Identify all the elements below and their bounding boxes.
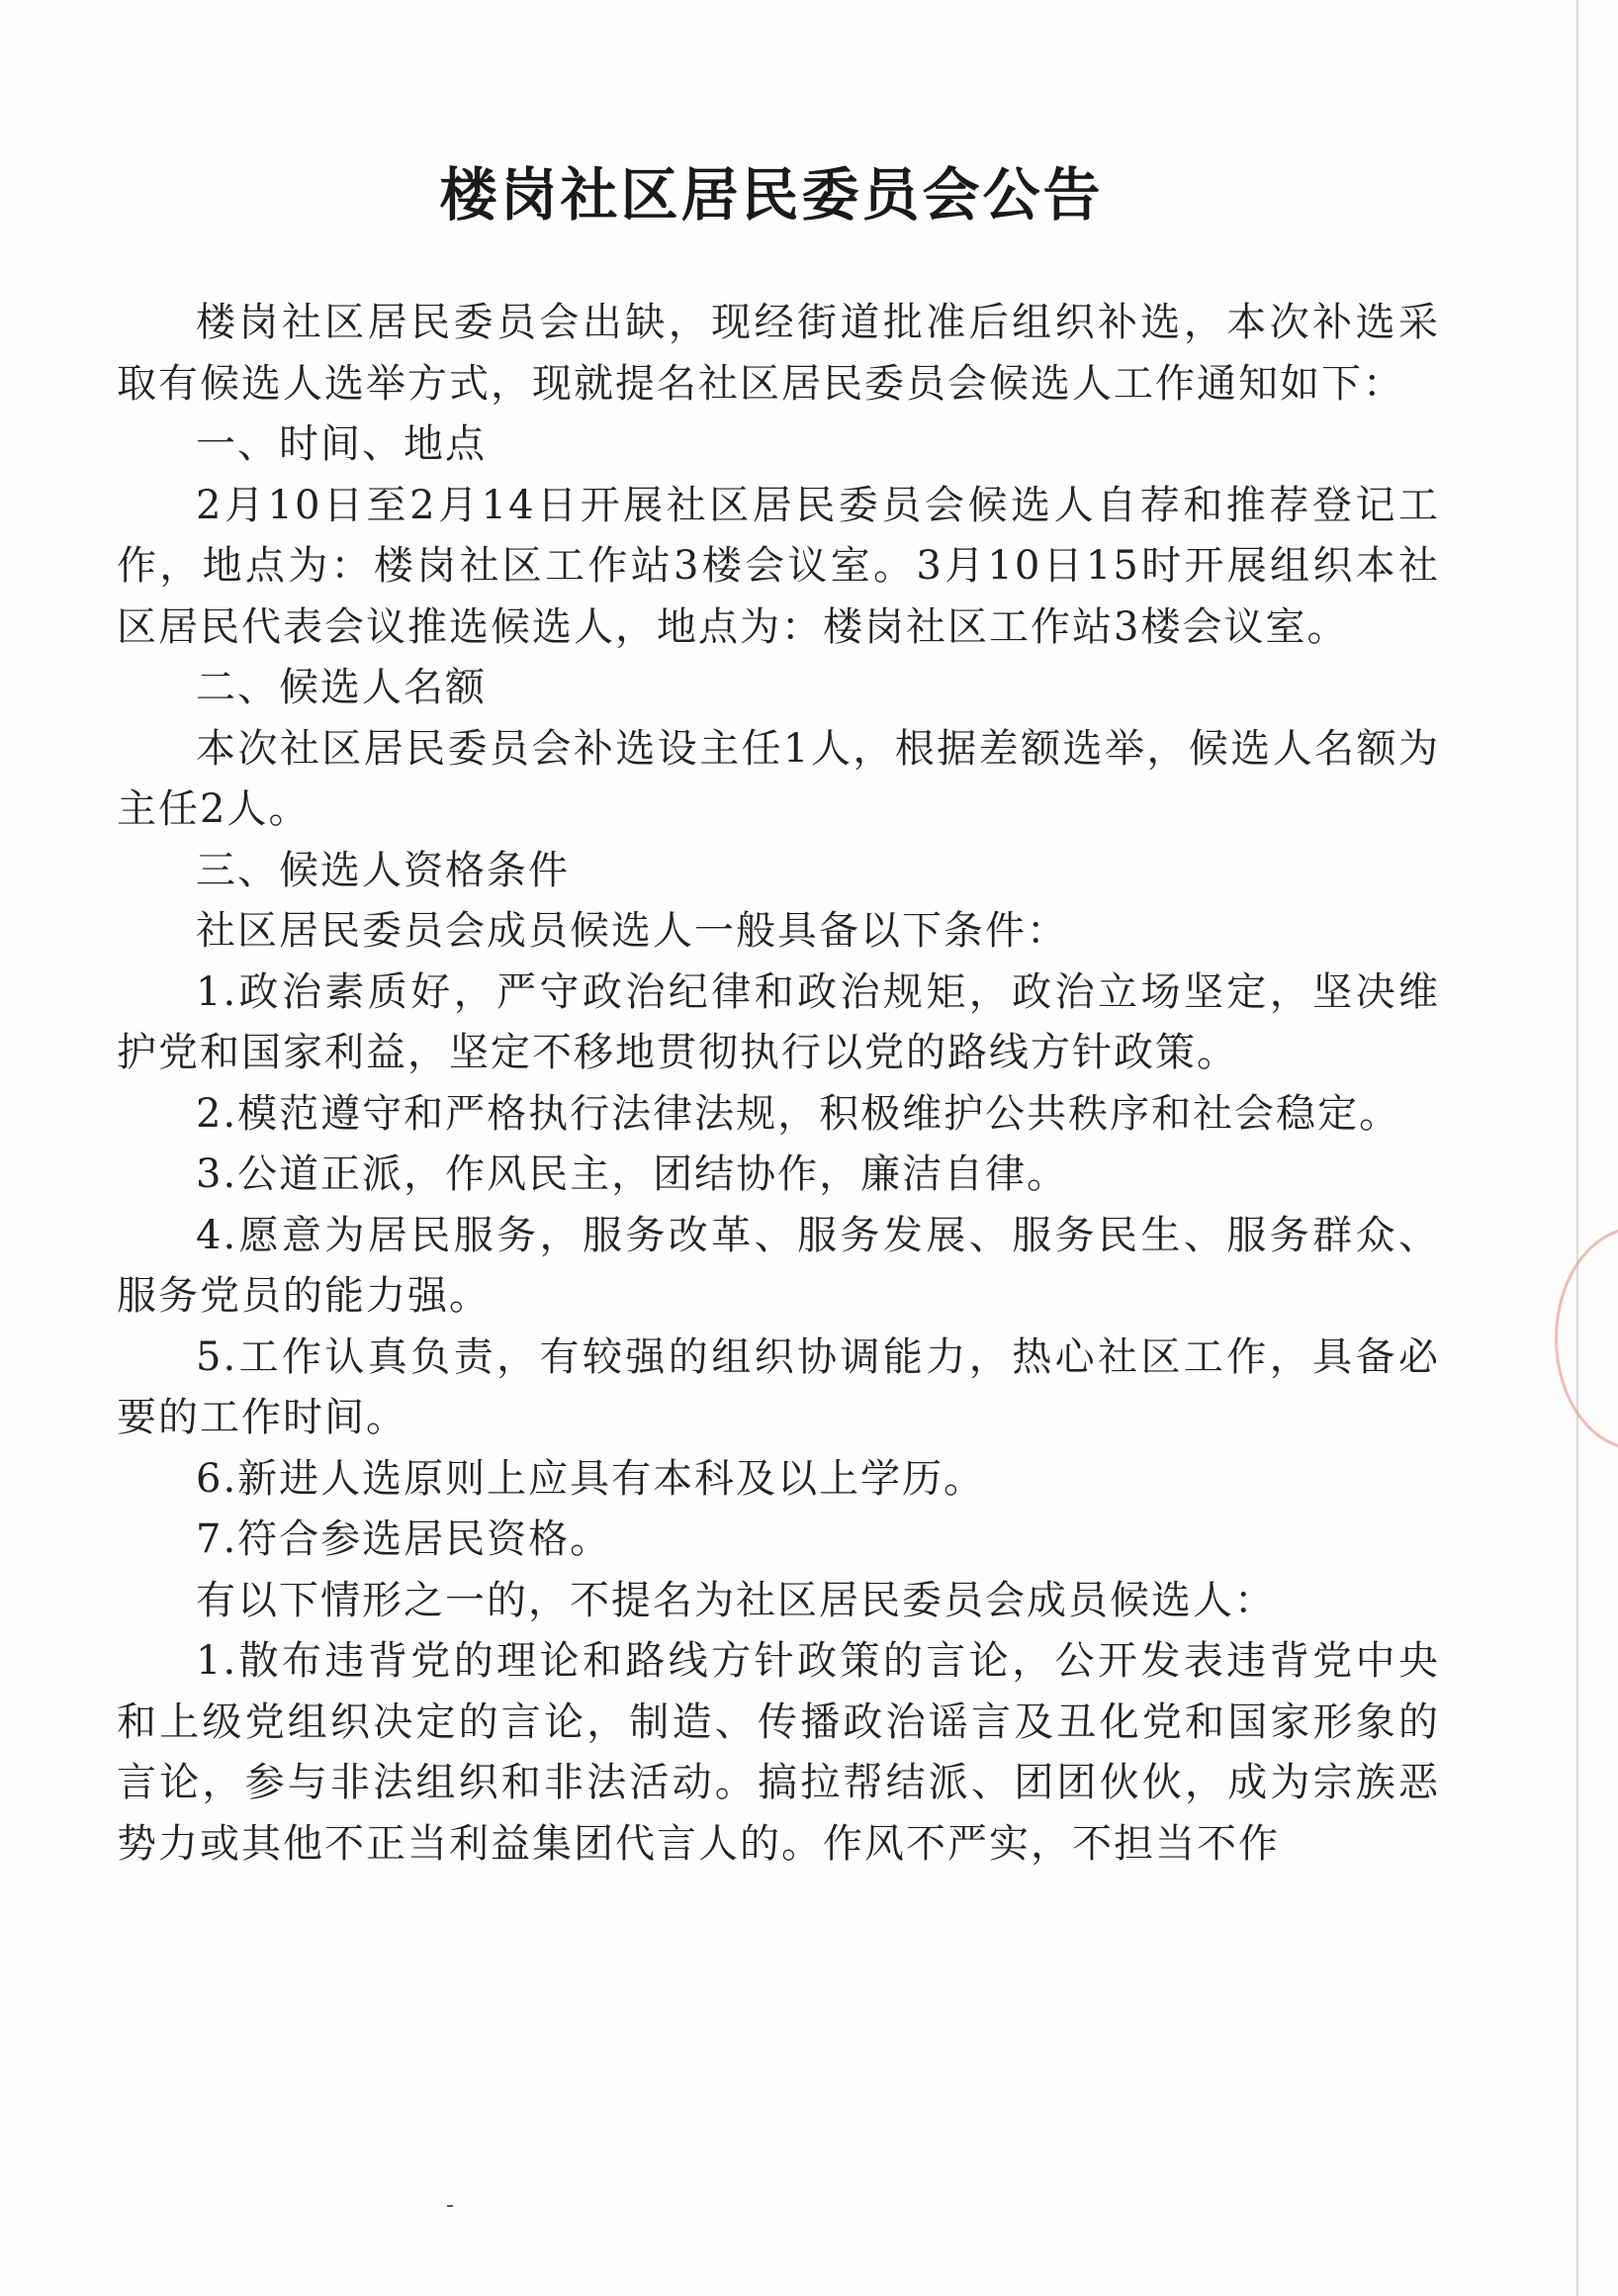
page-title: 楼岗社区居民委员会公告 — [439, 161, 1104, 229]
page-mark — [447, 2205, 453, 2207]
section-heading-qualifications: 三、候选人资格条件 — [196, 847, 570, 893]
document-body — [117, 293, 1440, 1875]
section-heading-time-place: 一、时间、地点 — [196, 421, 487, 467]
list-item: 3.公道正派，作风民主，团结协作，廉洁自律。 — [196, 1151, 1069, 1197]
paragraph-quota: 本次社区居民委员会补选设主任1人，根据差额选举，候选人名额为主任2人。 — [117, 725, 1440, 832]
paragraph-intro: 楼岗社区居民委员会出缺，现经街道批准后组织补选，本次补选采取有候选人选举方式，现就提名社区居民委员会候选人工作通知如下： — [117, 300, 1440, 407]
paragraph-exclusions-intro: 有以下情形之一的，不提名为社区居民委员会成员候选人： — [196, 1577, 1276, 1623]
official-seal-stamp — [1555, 1227, 1618, 1450]
list-item: 5.工作认真负责，有较强的组织协调能力，热心社区工作，具备必要的工作时间。 — [117, 1333, 1440, 1440]
list-item: 1.政治素质好，严守政治纪律和政治规矩，政治立场坚定，坚决维护党和国家利益，坚定不移地贯彻执行以党的路线方针政策。 — [117, 968, 1440, 1075]
list-item: 6.新进人选原则上应具有本科及以上学历。 — [196, 1455, 986, 1502]
paragraph-qualifications-intro: 社区居民委员会成员候选人一般具备以下条件： — [196, 908, 1068, 954]
list-item: 1.散布违背党的理论和路线方针政策的言论，公开发表违背党中央和上级党组织决定的言论，制造、传播政治谣言及丑化党和国家形象的言论，参与非法组织和非法活动。搞拉帮结派、团团伙伙，成为宗族恶势力或其他不正当利益集团代言人的。作风不严实，不担当不作 — [117, 1638, 1440, 1867]
list-item: 4.愿意为居民服务，服务改革、服务发展、服务民生、服务群众、服务党员的能力强。 — [117, 1212, 1440, 1319]
paragraph-time-place: 2月10日至2月14日开展社区居民委员会候选人自荐和推荐登记工作，地点为：楼岗社区工作站3楼会议室。3月10日15时开展组织本社区居民代表会议推选候选人，地点为：楼岗社区工作站3楼会议室。 — [117, 482, 1440, 650]
section-heading-quota: 二、候选人名额 — [196, 665, 487, 710]
list-item: 2.模范遵守和严格执行法律法规，积极维护公共秩序和社会稳定。 — [196, 1090, 1401, 1137]
page-edge — [1576, 0, 1578, 2296]
list-item: 7.符合参选居民资格。 — [196, 1516, 612, 1562]
